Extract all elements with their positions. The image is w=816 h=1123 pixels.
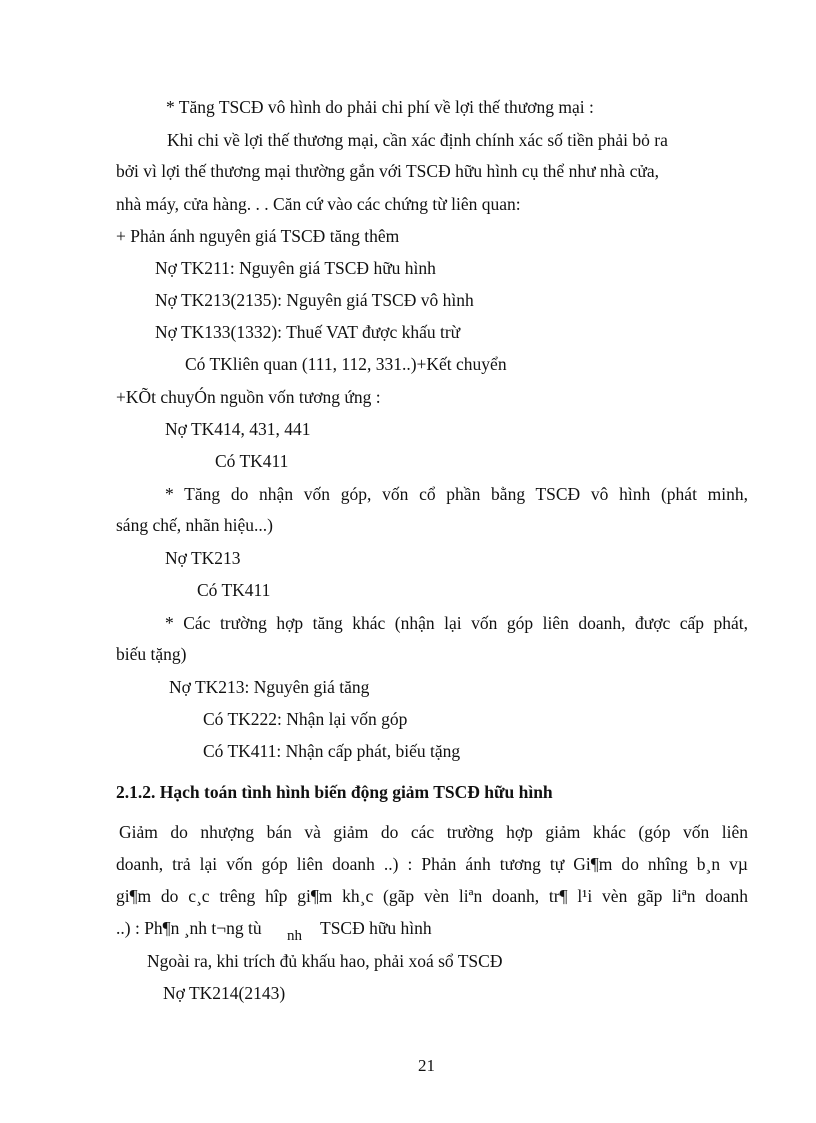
line-6: Nợ TK211: Nguyên giá TSCĐ hữu hình [155, 258, 436, 278]
line-21: Có TK411: Nhận cấp phát, biếu tặng [203, 741, 461, 761]
line-16: Có TK411 [197, 580, 271, 600]
line-12: Có TK411 [215, 451, 289, 471]
line-9: Có TKliên quan (111, 112, 331..)+Kết chuyển [185, 354, 507, 374]
para2-line-4: ..) : Ph¶n ¸nh t¬ng tù [116, 918, 262, 938]
line-13: * Tăng do nhận vốn góp, vốn cổ phần bằng TSCĐ vô hình (phát minh, [165, 484, 748, 504]
line-1: * Tăng TSCĐ vô hình do phải chi phí về lợi thế thương mại : [166, 97, 594, 117]
line-7: Nợ TK213(2135): Nguyên giá TSCĐ vô hình [155, 290, 474, 310]
line-2: Khi chi về lợi thế thương mại, cần xác định chính xác số tiền phải bỏ ra [167, 130, 668, 150]
line-5: + Phản ánh nguyên giá TSCĐ tăng thêm [116, 226, 400, 246]
page-number: 21 [418, 1056, 435, 1075]
line-19: Nợ TK213: Nguyên giá tăng [169, 677, 370, 697]
line-4: nhà máy, cửa hàng. . . Căn cứ vào các chứng từ liên quan: [116, 194, 521, 214]
line-20: Có TK222: Nhận lại vốn góp [203, 709, 408, 729]
para2-line-3: gi¶m do c¸c trêng hîp gi¶m kh¸c (gãp vèn liªn doanh, tr¶ l¹i vèn gãp liªn doanh [116, 886, 748, 906]
para2-line-4-tail: TSCĐ hữu hình [320, 918, 432, 938]
line-18: biếu tặng) [116, 644, 187, 664]
section-heading: 2.1.2. Hạch toán tình hình biến động giảm TSCĐ hữu hình [116, 782, 553, 802]
line-17: * Các trường hợp tăng khác (nhận lại vốn góp liên doanh, được cấp phát, [165, 613, 748, 633]
line-8: Nợ TK133(1332): Thuế VAT được khấu trừ [155, 322, 461, 342]
para2-line-2: doanh, trả lại vốn góp liên doanh ..) : Phản ánh tương tự Gi¶m do nhîng b¸n vµ [116, 854, 748, 874]
para2-line-1: Giảm do nhượng bán và giảm do các trường hợp giảm khác (góp vốn liên [119, 822, 748, 842]
line-11: Nợ TK414, 431, 441 [165, 419, 311, 439]
line-14: sáng chế, nhãn hiệu...) [116, 515, 273, 535]
para2-line-5: Ngoài ra, khi trích đủ khấu hao, phải xoá sổ TSCĐ [147, 951, 503, 971]
line-15: Nợ TK213 [165, 548, 241, 568]
line-3: bởi vì lợi thế thương mại thường gắn với TSCĐ hữu hình cụ thể như nhà cửa, [116, 161, 659, 181]
para2-line-4-subscript: nh [287, 928, 302, 944]
line-10: +KÕt chuyÓn nguồn vốn tương ứng : [116, 387, 381, 407]
para2-line-6: Nợ TK214(2143) [163, 983, 286, 1003]
